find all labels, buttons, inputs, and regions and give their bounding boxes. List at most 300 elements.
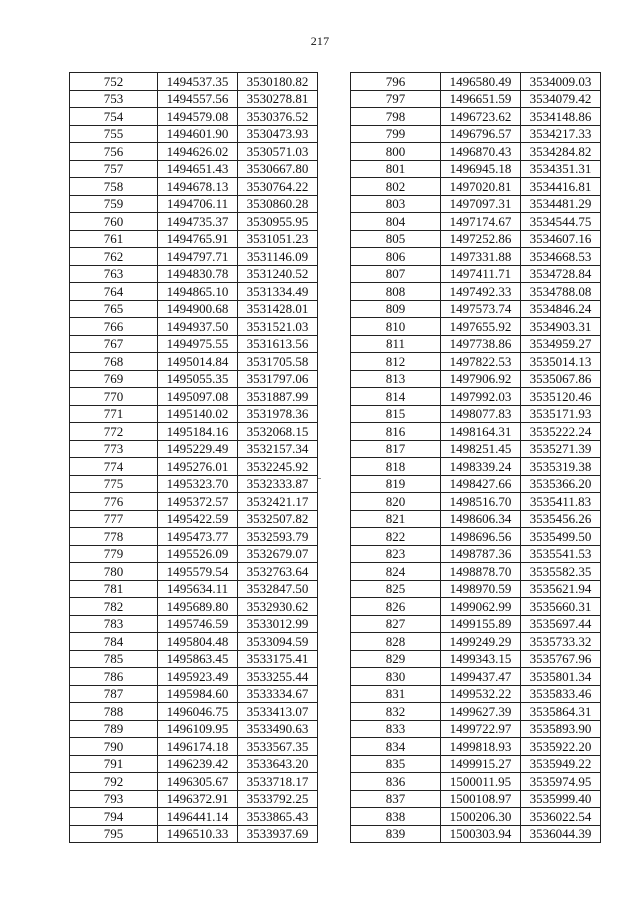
table-row xyxy=(351,178,601,196)
y-coordinate-cell: 3535582.35 xyxy=(521,563,601,581)
table-row xyxy=(351,720,601,738)
x-coordinate-cell: 1500108.97 xyxy=(441,790,521,808)
x-coordinate-cell: 1494900.68 xyxy=(158,300,238,318)
table-row xyxy=(351,598,601,616)
table-row xyxy=(70,825,318,843)
point-number-cell: 799 xyxy=(351,125,441,143)
table-row xyxy=(70,108,318,126)
table-row xyxy=(70,790,318,808)
y-coordinate-cell: 3535922.20 xyxy=(521,738,601,756)
point-number-cell: 819 xyxy=(351,475,441,493)
y-coordinate-cell: 3535456.26 xyxy=(521,510,601,528)
point-number-cell: 826 xyxy=(351,598,441,616)
y-coordinate-cell: 3533094.59 xyxy=(238,633,318,651)
y-coordinate-cell: 3530278.81 xyxy=(238,90,318,108)
point-number-cell: 801 xyxy=(351,160,441,178)
x-coordinate-cell: 1495097.08 xyxy=(158,388,238,406)
point-number-cell: 806 xyxy=(351,248,441,266)
y-coordinate-cell: 3530376.52 xyxy=(238,108,318,126)
y-coordinate-cell: 3534668.53 xyxy=(521,248,601,266)
table-row xyxy=(351,423,601,441)
point-number-cell: 771 xyxy=(70,405,158,423)
y-coordinate-cell: 3535366.20 xyxy=(521,475,601,493)
x-coordinate-cell: 1494830.78 xyxy=(158,265,238,283)
table-row xyxy=(70,808,318,826)
x-coordinate-cell: 1495984.60 xyxy=(158,685,238,703)
point-number-cell: 778 xyxy=(70,528,158,546)
table-row xyxy=(351,370,601,388)
x-coordinate-cell: 1497411.71 xyxy=(441,265,521,283)
point-number-cell: 814 xyxy=(351,388,441,406)
table-row xyxy=(351,685,601,703)
x-coordinate-cell: 1495804.48 xyxy=(158,633,238,651)
x-coordinate-cell: 1494626.02 xyxy=(158,143,238,161)
point-number-cell: 822 xyxy=(351,528,441,546)
point-number-cell: 798 xyxy=(351,108,441,126)
table-row xyxy=(70,370,318,388)
table-row xyxy=(70,510,318,528)
y-coordinate-cell: 3535411.83 xyxy=(521,493,601,511)
x-coordinate-cell: 1494579.08 xyxy=(158,108,238,126)
point-number-cell: 795 xyxy=(70,825,158,843)
table-row xyxy=(70,563,318,581)
table-row xyxy=(351,195,601,213)
point-number-cell: 793 xyxy=(70,790,158,808)
table-row xyxy=(351,493,601,511)
table-row xyxy=(351,265,601,283)
y-coordinate-cell: 3532333.87 xyxy=(238,475,318,493)
x-coordinate-cell: 1494975.55 xyxy=(158,335,238,353)
point-number-cell: 800 xyxy=(351,143,441,161)
y-coordinate-cell: 3532847.50 xyxy=(238,580,318,598)
table-row xyxy=(70,143,318,161)
x-coordinate-cell: 1495863.45 xyxy=(158,650,238,668)
point-number-cell: 775 xyxy=(70,475,158,493)
x-coordinate-cell: 1496796.57 xyxy=(441,125,521,143)
point-number-cell: 788 xyxy=(70,703,158,721)
y-coordinate-cell: 3535767.96 xyxy=(521,650,601,668)
table-row xyxy=(70,703,318,721)
table-row xyxy=(351,283,601,301)
table-row xyxy=(70,633,318,651)
y-coordinate-cell: 3535621.94 xyxy=(521,580,601,598)
x-coordinate-cell: 1497174.67 xyxy=(441,213,521,231)
point-number-cell: 766 xyxy=(70,318,158,336)
point-number-cell: 818 xyxy=(351,458,441,476)
point-number-cell: 825 xyxy=(351,580,441,598)
x-coordinate-cell: 1499915.27 xyxy=(441,755,521,773)
point-number-cell: 802 xyxy=(351,178,441,196)
y-coordinate-cell: 3531887.99 xyxy=(238,388,318,406)
table-row xyxy=(351,650,601,668)
table-row xyxy=(70,178,318,196)
point-number-cell: 838 xyxy=(351,808,441,826)
point-number-cell: 759 xyxy=(70,195,158,213)
table-row xyxy=(70,720,318,738)
x-coordinate-cell: 1497252.86 xyxy=(441,230,521,248)
point-number-cell: 815 xyxy=(351,405,441,423)
x-coordinate-cell: 1499627.39 xyxy=(441,703,521,721)
point-number-cell: 758 xyxy=(70,178,158,196)
y-coordinate-cell: 3535014.13 xyxy=(521,353,601,371)
y-coordinate-cell: 3532930.62 xyxy=(238,598,318,616)
table-row xyxy=(70,440,318,458)
table-row xyxy=(70,388,318,406)
point-number-cell: 767 xyxy=(70,335,158,353)
y-coordinate-cell: 3534079.42 xyxy=(521,90,601,108)
x-coordinate-cell: 1495140.02 xyxy=(158,405,238,423)
y-coordinate-cell: 3535974.95 xyxy=(521,773,601,791)
point-number-cell: 791 xyxy=(70,755,158,773)
table-row xyxy=(351,790,601,808)
point-number-cell: 782 xyxy=(70,598,158,616)
y-coordinate-cell: 3534728.84 xyxy=(521,265,601,283)
y-coordinate-cell: 3530860.28 xyxy=(238,195,318,213)
point-number-cell: 835 xyxy=(351,755,441,773)
point-number-cell: 765 xyxy=(70,300,158,318)
point-number-cell: 753 xyxy=(70,90,158,108)
point-number-cell: 820 xyxy=(351,493,441,511)
point-number-cell: 831 xyxy=(351,685,441,703)
table-row xyxy=(351,73,601,91)
table-row xyxy=(351,108,601,126)
x-coordinate-cell: 1497573.74 xyxy=(441,300,521,318)
x-coordinate-cell: 1495746.59 xyxy=(158,615,238,633)
y-coordinate-cell: 3533255.44 xyxy=(238,668,318,686)
x-coordinate-cell: 1495184.16 xyxy=(158,423,238,441)
x-coordinate-cell: 1497655.92 xyxy=(441,318,521,336)
x-coordinate-cell: 1494797.71 xyxy=(158,248,238,266)
table-row xyxy=(351,213,601,231)
y-coordinate-cell: 3532068.15 xyxy=(238,423,318,441)
x-coordinate-cell: 1497822.53 xyxy=(441,353,521,371)
x-coordinate-cell: 1494678.13 xyxy=(158,178,238,196)
table-row xyxy=(351,825,601,843)
point-number-cell: 833 xyxy=(351,720,441,738)
y-coordinate-cell: 3531428.01 xyxy=(238,300,318,318)
table-row xyxy=(351,668,601,686)
y-coordinate-cell: 3533567.35 xyxy=(238,738,318,756)
table-row xyxy=(70,475,318,493)
point-number-cell: 824 xyxy=(351,563,441,581)
point-number-cell: 796 xyxy=(351,73,441,91)
y-coordinate-cell: 3535541.53 xyxy=(521,545,601,563)
y-coordinate-cell: 3534148.86 xyxy=(521,108,601,126)
x-coordinate-cell: 1498696.56 xyxy=(441,528,521,546)
point-number-cell: 764 xyxy=(70,283,158,301)
y-coordinate-cell: 3535660.31 xyxy=(521,598,601,616)
table-row xyxy=(70,685,318,703)
x-coordinate-cell: 1497738.86 xyxy=(441,335,521,353)
y-coordinate-cell: 3535864.31 xyxy=(521,703,601,721)
table-row xyxy=(351,300,601,318)
y-coordinate-cell: 3535171.93 xyxy=(521,405,601,423)
point-number-cell: 807 xyxy=(351,265,441,283)
point-number-cell: 834 xyxy=(351,738,441,756)
point-number-cell: 754 xyxy=(70,108,158,126)
point-number-cell: 770 xyxy=(70,388,158,406)
x-coordinate-cell: 1494601.90 xyxy=(158,125,238,143)
y-coordinate-cell: 3533865.43 xyxy=(238,808,318,826)
x-coordinate-cell: 1498516.70 xyxy=(441,493,521,511)
x-coordinate-cell: 1497492.33 xyxy=(441,283,521,301)
x-coordinate-cell: 1495473.77 xyxy=(158,528,238,546)
x-coordinate-cell: 1497992.03 xyxy=(441,388,521,406)
y-coordinate-cell: 3534544.75 xyxy=(521,213,601,231)
table-row xyxy=(70,405,318,423)
point-number-cell: 774 xyxy=(70,458,158,476)
point-number-cell: 768 xyxy=(70,353,158,371)
point-number-cell: 779 xyxy=(70,545,158,563)
point-number-cell: 809 xyxy=(351,300,441,318)
point-number-cell: 762 xyxy=(70,248,158,266)
point-number-cell: 794 xyxy=(70,808,158,826)
y-coordinate-cell: 3530473.93 xyxy=(238,125,318,143)
point-number-cell: 763 xyxy=(70,265,158,283)
y-coordinate-cell: 3535222.24 xyxy=(521,423,601,441)
x-coordinate-cell: 1498970.59 xyxy=(441,580,521,598)
x-coordinate-cell: 1496174.18 xyxy=(158,738,238,756)
x-coordinate-cell: 1495014.84 xyxy=(158,353,238,371)
scan-speck xyxy=(318,478,321,479)
table-row xyxy=(70,265,318,283)
table-row xyxy=(351,580,601,598)
x-coordinate-cell: 1499437.47 xyxy=(441,668,521,686)
y-coordinate-cell: 3535733.32 xyxy=(521,633,601,651)
x-coordinate-cell: 1496510.33 xyxy=(158,825,238,843)
x-coordinate-cell: 1496305.67 xyxy=(158,773,238,791)
point-number-cell: 823 xyxy=(351,545,441,563)
table-row xyxy=(351,773,601,791)
table-row xyxy=(70,195,318,213)
table-row xyxy=(351,755,601,773)
table-row xyxy=(70,493,318,511)
table-row xyxy=(70,353,318,371)
y-coordinate-cell: 3530571.03 xyxy=(238,143,318,161)
coordinate-table-left xyxy=(69,72,318,843)
y-coordinate-cell: 3533490.63 xyxy=(238,720,318,738)
x-coordinate-cell: 1496651.59 xyxy=(441,90,521,108)
table-row xyxy=(351,458,601,476)
x-coordinate-cell: 1497906.92 xyxy=(441,370,521,388)
y-coordinate-cell: 3532763.64 xyxy=(238,563,318,581)
table-row xyxy=(351,615,601,633)
x-coordinate-cell: 1496046.75 xyxy=(158,703,238,721)
table-row xyxy=(70,755,318,773)
point-number-cell: 804 xyxy=(351,213,441,231)
point-number-cell: 839 xyxy=(351,825,441,843)
point-number-cell: 781 xyxy=(70,580,158,598)
point-number-cell: 777 xyxy=(70,510,158,528)
y-coordinate-cell: 3533643.20 xyxy=(238,755,318,773)
y-coordinate-cell: 3534217.33 xyxy=(521,125,601,143)
x-coordinate-cell: 1495229.49 xyxy=(158,440,238,458)
x-coordinate-cell: 1500303.94 xyxy=(441,825,521,843)
point-number-cell: 803 xyxy=(351,195,441,213)
y-coordinate-cell: 3534416.81 xyxy=(521,178,601,196)
table-row xyxy=(351,160,601,178)
y-coordinate-cell: 3530955.95 xyxy=(238,213,318,231)
table-row xyxy=(70,160,318,178)
x-coordinate-cell: 1497331.88 xyxy=(441,248,521,266)
point-number-cell: 830 xyxy=(351,668,441,686)
table-row xyxy=(351,545,601,563)
point-number-cell: 784 xyxy=(70,633,158,651)
point-number-cell: 756 xyxy=(70,143,158,161)
table-row xyxy=(351,125,601,143)
y-coordinate-cell: 3533937.69 xyxy=(238,825,318,843)
table-row xyxy=(70,580,318,598)
coordinate-table-right xyxy=(350,72,601,843)
point-number-cell: 821 xyxy=(351,510,441,528)
x-coordinate-cell: 1495276.01 xyxy=(158,458,238,476)
x-coordinate-cell: 1495323.70 xyxy=(158,475,238,493)
point-number-cell: 813 xyxy=(351,370,441,388)
table-row xyxy=(351,90,601,108)
table-row xyxy=(351,510,601,528)
y-coordinate-cell: 3531797.06 xyxy=(238,370,318,388)
table-row xyxy=(351,808,601,826)
y-coordinate-cell: 3533175.41 xyxy=(238,650,318,668)
x-coordinate-cell: 1498427.66 xyxy=(441,475,521,493)
point-number-cell: 752 xyxy=(70,73,158,91)
point-number-cell: 757 xyxy=(70,160,158,178)
y-coordinate-cell: 3534284.82 xyxy=(521,143,601,161)
point-number-cell: 772 xyxy=(70,423,158,441)
point-number-cell: 787 xyxy=(70,685,158,703)
x-coordinate-cell: 1498251.45 xyxy=(441,440,521,458)
point-number-cell: 817 xyxy=(351,440,441,458)
x-coordinate-cell: 1498164.31 xyxy=(441,423,521,441)
x-coordinate-cell: 1494537.35 xyxy=(158,73,238,91)
point-number-cell: 773 xyxy=(70,440,158,458)
table-row xyxy=(351,143,601,161)
table-row xyxy=(351,335,601,353)
point-number-cell: 812 xyxy=(351,353,441,371)
x-coordinate-cell: 1494706.11 xyxy=(158,195,238,213)
x-coordinate-cell: 1497020.81 xyxy=(441,178,521,196)
point-number-cell: 776 xyxy=(70,493,158,511)
x-coordinate-cell: 1499062.99 xyxy=(441,598,521,616)
table-row xyxy=(70,283,318,301)
y-coordinate-cell: 3533012.99 xyxy=(238,615,318,633)
table-row xyxy=(70,230,318,248)
table-row xyxy=(70,668,318,686)
page-number: 217 xyxy=(310,34,330,48)
point-number-cell: 786 xyxy=(70,668,158,686)
y-coordinate-cell: 3535697.44 xyxy=(521,615,601,633)
x-coordinate-cell: 1495422.59 xyxy=(158,510,238,528)
point-number-cell: 785 xyxy=(70,650,158,668)
table-row xyxy=(70,545,318,563)
table-row xyxy=(351,405,601,423)
y-coordinate-cell: 3531334.49 xyxy=(238,283,318,301)
table-row xyxy=(70,650,318,668)
point-number-cell: 832 xyxy=(351,703,441,721)
y-coordinate-cell: 3530764.22 xyxy=(238,178,318,196)
y-coordinate-cell: 3535067.86 xyxy=(521,370,601,388)
x-coordinate-cell: 1499343.15 xyxy=(441,650,521,668)
x-coordinate-cell: 1498077.83 xyxy=(441,405,521,423)
table-row xyxy=(351,248,601,266)
y-coordinate-cell: 3532157.34 xyxy=(238,440,318,458)
y-coordinate-cell: 3530180.82 xyxy=(238,73,318,91)
table-row xyxy=(70,318,318,336)
y-coordinate-cell: 3531051.23 xyxy=(238,230,318,248)
x-coordinate-cell: 1495055.35 xyxy=(158,370,238,388)
y-coordinate-cell: 3530667.80 xyxy=(238,160,318,178)
x-coordinate-cell: 1496372.91 xyxy=(158,790,238,808)
x-coordinate-cell: 1494765.91 xyxy=(158,230,238,248)
y-coordinate-cell: 3532679.07 xyxy=(238,545,318,563)
table-row xyxy=(351,230,601,248)
x-coordinate-cell: 1495526.09 xyxy=(158,545,238,563)
table-row xyxy=(351,633,601,651)
y-coordinate-cell: 3536022.54 xyxy=(521,808,601,826)
point-number-cell: 797 xyxy=(351,90,441,108)
x-coordinate-cell: 1499818.93 xyxy=(441,738,521,756)
y-coordinate-cell: 3534009.03 xyxy=(521,73,601,91)
x-coordinate-cell: 1498787.36 xyxy=(441,545,521,563)
x-coordinate-cell: 1495923.49 xyxy=(158,668,238,686)
table-row xyxy=(70,458,318,476)
table-row xyxy=(70,248,318,266)
table-row xyxy=(351,440,601,458)
x-coordinate-cell: 1496239.42 xyxy=(158,755,238,773)
table-row xyxy=(70,615,318,633)
table-row xyxy=(351,528,601,546)
point-number-cell: 769 xyxy=(70,370,158,388)
table-row xyxy=(70,598,318,616)
x-coordinate-cell: 1498339.24 xyxy=(441,458,521,476)
y-coordinate-cell: 3535271.39 xyxy=(521,440,601,458)
x-coordinate-cell: 1498878.70 xyxy=(441,563,521,581)
y-coordinate-cell: 3535801.34 xyxy=(521,668,601,686)
x-coordinate-cell: 1494937.50 xyxy=(158,318,238,336)
x-coordinate-cell: 1496945.18 xyxy=(441,160,521,178)
x-coordinate-cell: 1496441.14 xyxy=(158,808,238,826)
x-coordinate-cell: 1500011.95 xyxy=(441,773,521,791)
y-coordinate-cell: 3535319.38 xyxy=(521,458,601,476)
y-coordinate-cell: 3535120.46 xyxy=(521,388,601,406)
point-number-cell: 805 xyxy=(351,230,441,248)
point-number-cell: 780 xyxy=(70,563,158,581)
y-coordinate-cell: 3534959.27 xyxy=(521,335,601,353)
table-row xyxy=(351,475,601,493)
table-row xyxy=(351,738,601,756)
y-coordinate-cell: 3535833.46 xyxy=(521,685,601,703)
y-coordinate-cell: 3534903.31 xyxy=(521,318,601,336)
y-coordinate-cell: 3533334.67 xyxy=(238,685,318,703)
y-coordinate-cell: 3534607.16 xyxy=(521,230,601,248)
table-row xyxy=(351,388,601,406)
y-coordinate-cell: 3531613.56 xyxy=(238,335,318,353)
y-coordinate-cell: 3535999.40 xyxy=(521,790,601,808)
table-row xyxy=(351,703,601,721)
table-row xyxy=(70,528,318,546)
table-row xyxy=(70,90,318,108)
x-coordinate-cell: 1494651.43 xyxy=(158,160,238,178)
point-number-cell: 828 xyxy=(351,633,441,651)
y-coordinate-cell: 3533413.07 xyxy=(238,703,318,721)
y-coordinate-cell: 3534481.29 xyxy=(521,195,601,213)
x-coordinate-cell: 1496723.62 xyxy=(441,108,521,126)
point-number-cell: 827 xyxy=(351,615,441,633)
x-coordinate-cell: 1494557.56 xyxy=(158,90,238,108)
y-coordinate-cell: 3531240.52 xyxy=(238,265,318,283)
point-number-cell: 808 xyxy=(351,283,441,301)
point-number-cell: 816 xyxy=(351,423,441,441)
